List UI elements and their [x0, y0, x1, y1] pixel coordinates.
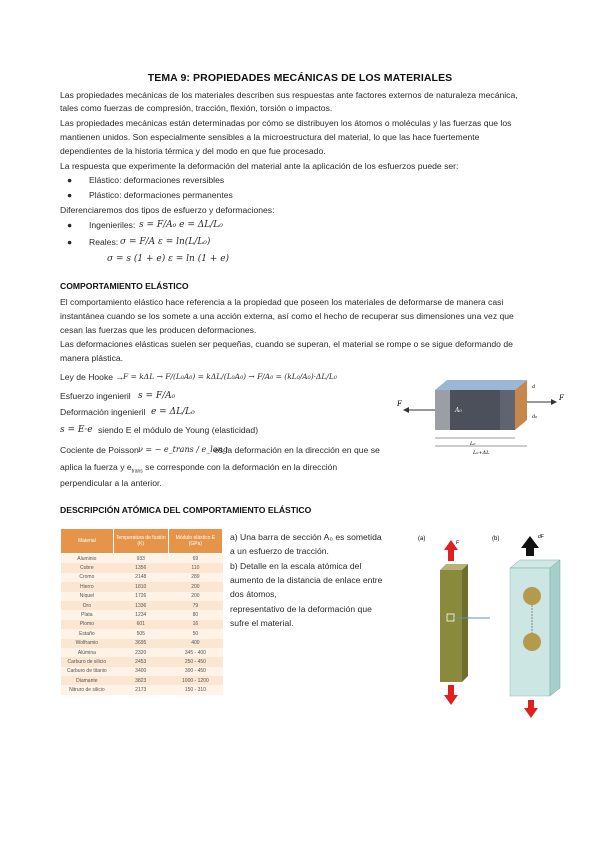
atomic-desc-7: sufre el material. [230, 618, 294, 628]
intro-line-3: Las propiedades mecánicas están determinadas por cómo se distribuyen los átomos o moléculas y las fuerzas que los [60, 118, 512, 128]
diferenciaremos-text: Diferenciaremos dos tipos de esfuerzo y deformaciones: [60, 205, 275, 215]
esfuerzo-formula: s = F/A₀ [138, 391, 176, 401]
page-title: TEMA 9: PROPIEDADES MECÁNICAS DE LOS MATERIALES [147, 72, 453, 84]
table-row [61, 563, 223, 572]
bar-front [440, 570, 462, 682]
label-f-right: F [559, 394, 564, 402]
arrow-a-bottom-head [444, 695, 458, 705]
elastic-block-figure [395, 368, 570, 458]
cell-modulo: 50 [168, 629, 222, 638]
elastic-line-5: manera plástica. [60, 353, 124, 363]
cell-material: Aluminio [61, 554, 114, 564]
cell-temperatura: 3823 [113, 676, 168, 685]
reales-label: Reales: [89, 237, 119, 247]
arrow-b-label-top: dF [538, 534, 544, 540]
arrowhead-left [403, 407, 409, 413]
ingenieriles-formula: s = F/A₀ e = ΔL/L₀ [139, 220, 223, 230]
cell-material: Carburo de silicio [61, 657, 114, 666]
deformacion-label: Deformación ingenieril [60, 407, 146, 417]
table-row [61, 657, 223, 666]
atomic-desc-1: a) Una barra de sección A₀ es sometida [230, 532, 382, 542]
cell-temperatura: 601 [113, 620, 168, 629]
cell-modulo: 150 - 310 [168, 685, 222, 694]
cell-material: Plomo [61, 620, 114, 629]
fig-b-label: (b) [492, 536, 500, 542]
cell-material: Cromo [61, 573, 114, 582]
bullet-dot: ● [67, 220, 73, 230]
cell-temperatura: 933 [113, 554, 168, 564]
intro-line-1: Las propiedades mecánicas de los materiales describen sus respuestas ante factores externos de naturaleza mecánica, [60, 90, 518, 100]
intro-line-2: tales como fuerzas de compresión, tracción, flexión, torsión o impactos. [60, 103, 333, 113]
elastic-heading: COMPORTAMIENTO ELÁSTICO [60, 281, 189, 291]
table-row [61, 610, 223, 619]
col-temperatura: Temperatura de fusión (K) [113, 529, 168, 554]
deformacion-formula: e = ΔL/L₀ [151, 407, 195, 417]
box-side [550, 560, 560, 696]
cell-modulo: 300 - 450 [168, 667, 222, 676]
table-row [61, 648, 223, 657]
col-material: Material [61, 529, 114, 554]
young-formula: s = E·e [60, 425, 93, 435]
arrow-a-label: F [456, 540, 460, 546]
atomic-desc-3: b) Detalle en la escala atómica del [230, 561, 362, 571]
atomic-figure [414, 530, 574, 725]
cell-modulo: 69 [168, 554, 222, 564]
cell-temperatura: 1336 [113, 601, 168, 610]
label-f-left: F [397, 400, 402, 408]
cell-material: Hierro [61, 582, 114, 591]
bar-side [462, 564, 468, 682]
label-d0: d₀ [532, 414, 538, 420]
intro-line-6: La respuesta que experimente la deformación del material ante la aplicación de los esfuerzos puede ser: [60, 161, 459, 171]
table-row [61, 573, 223, 582]
table-row [61, 629, 223, 638]
table-row [61, 582, 223, 591]
atom-top [523, 587, 541, 605]
cell-modulo: 250 - 450 [168, 657, 222, 666]
atomic-desc-6: representativo de la deformación que [230, 604, 372, 614]
poisson-text-2a: aplica la fuerza y e [60, 462, 132, 472]
atomic-desc-4: aumento de la distancia de enlace entre [230, 575, 383, 585]
cell-temperatura: 1810 [113, 582, 168, 591]
block-top-face [435, 380, 527, 390]
young-text: siendo E el módulo de Young (elasticidad) [98, 425, 259, 435]
cell-temperatura: 1234 [113, 610, 168, 619]
table-row [61, 601, 223, 610]
cell-temperatura: 2453 [113, 657, 168, 666]
elastic-line-4: Las deformaciones elásticas suelen ser pequeñas, cuando se superan, el material se rompe o se sigue deformando de [60, 339, 513, 349]
cell-temperatura: 3695 [113, 639, 168, 648]
cell-temperatura: 505 [113, 629, 168, 638]
poisson-text-4: perpendicular a la anterior. [60, 478, 162, 488]
table-row [61, 620, 223, 629]
elastic-line-1: El comportamiento elástico hace referencia a la propiedad que poseen los materiales de deformarse de manera casi [60, 297, 504, 307]
poisson-text-2 [60, 461, 337, 478]
reales-formula: σ = F/A ε = ln(L/L₀) [120, 237, 211, 247]
bullet-dot: ● [67, 237, 73, 247]
atomic-desc-2: a un esfuerzo de tracción. [230, 546, 329, 556]
table-row [61, 667, 223, 676]
cell-temperatura: 1356 [113, 563, 168, 572]
cell-temperatura: 2320 [113, 648, 168, 657]
bullet-dot: ● [67, 175, 73, 185]
atom-bottom [523, 633, 541, 651]
bullet-plastico: Plástico: deformaciones permanentes [89, 190, 233, 200]
cell-temperatura: 2148 [113, 573, 168, 582]
poisson-sub: trans [131, 468, 143, 475]
cell-modulo: 200 [168, 592, 222, 601]
cell-temperatura: 3400 [113, 667, 168, 676]
table-row [61, 639, 223, 648]
block-left-band [435, 390, 450, 430]
cell-modulo: 345 - 400 [168, 648, 222, 657]
cell-modulo: 200 [168, 582, 222, 591]
elastic-line-3: cesan las fuerzas que les producen deformaciones. [60, 325, 257, 335]
hooke-label: Ley de Hooke → [60, 372, 125, 382]
reales-formula-2: σ = s (1 + e) ε = ln (1 + e) [107, 254, 230, 264]
label-a0: A₀ [455, 407, 462, 414]
ingenieriles-label: Ingenieriles: [89, 220, 136, 230]
cell-temperatura: 2173 [113, 685, 168, 694]
table-row [61, 676, 223, 685]
properties-table [60, 528, 223, 695]
poisson-text-1: es la deformación en la dirección en que se [214, 445, 380, 455]
intro-line-4: mantienen unidos. Son especialmente sensibles a la microestructura del material, lo que las hace fuertemente [60, 132, 480, 142]
cell-material: Diamante [61, 676, 114, 685]
bullet-elastico: Elástico: deformaciones reversibles [89, 175, 225, 185]
cell-material: Cobre [61, 563, 114, 572]
label-l0-dl: L₀+ΔL [473, 450, 490, 456]
fig-a-label: (a) [418, 536, 426, 542]
poisson-label: Cociente de Poisson [60, 445, 139, 455]
arrow-b-top-head [521, 536, 539, 548]
cell-material: Wolframio [61, 639, 114, 648]
label-l0: L₀ [470, 441, 476, 447]
poisson-text-3: se corresponde con la deformación en la dirección [145, 462, 338, 472]
box-front [510, 568, 550, 696]
cell-modulo: 289 [168, 573, 222, 582]
cell-material: Plata [61, 610, 114, 619]
label-d: d [532, 384, 536, 390]
cell-material: Nitruro de silicio [61, 685, 114, 694]
cell-modulo: 110 [168, 563, 222, 572]
atomic-desc-5: dos átomos, [230, 589, 277, 599]
cell-modulo: 16 [168, 620, 222, 629]
cell-material: Oro [61, 601, 114, 610]
cell-modulo: 79 [168, 601, 222, 610]
cell-modulo: 400 [168, 639, 222, 648]
hooke-formula: F = kΔL → F/(L₀A₀) = kΔL/(L₀A₀) → F/A₀ = (kL₀/A₀)·ΔL/L₀ [123, 372, 337, 381]
poisson-formula: ν = − e_trans / e_long [138, 445, 228, 454]
cell-modulo: 1000 - 1200 [168, 676, 222, 685]
arrowhead-right [551, 399, 557, 405]
cell-modulo: 80 [168, 610, 222, 619]
arrow-b-bottom-head [524, 708, 538, 718]
bullet-dot: ● [67, 190, 73, 200]
esfuerzo-label: Esfuerzo ingenieril [60, 391, 131, 401]
intro-line-5: dependientes de la historia térmica y del modo en que fue procesado. [60, 146, 326, 156]
table-header-row [61, 529, 223, 554]
cell-material: Níquel [61, 592, 114, 601]
elastic-line-2: instantánea cuando se los somete a una acción externa, así como el hecho de recuperar sus dimensiones una vez que [60, 311, 514, 321]
table-row [61, 685, 223, 694]
cell-temperatura: 1726 [113, 592, 168, 601]
atomic-heading: DESCRIPCIÓN ATÓMICA DEL COMPORTAMIENTO ELÁSTICO [60, 505, 312, 515]
table-row [61, 554, 223, 564]
cell-material: Carburo de titanio [61, 667, 114, 676]
col-modulo: Módulo elástico E (GPa) [168, 529, 222, 554]
cell-material: Estaño [61, 629, 114, 638]
cell-material: Alúmina [61, 648, 114, 657]
table-row [61, 592, 223, 601]
